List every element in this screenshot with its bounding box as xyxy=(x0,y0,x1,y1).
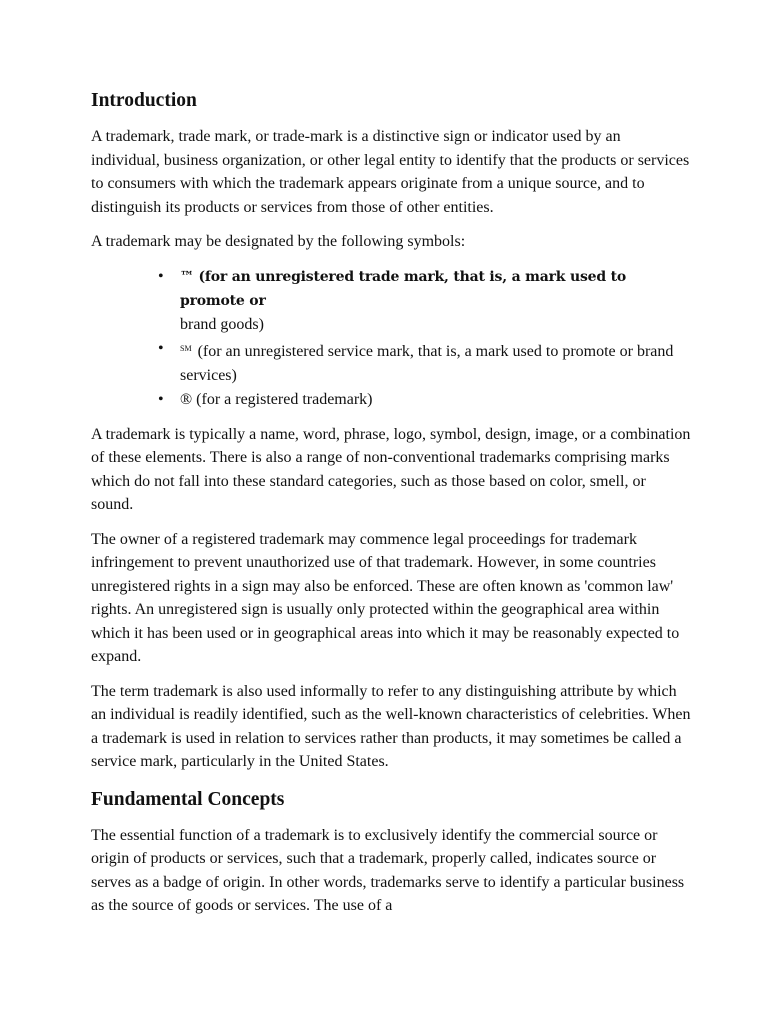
list-item xyxy=(158,388,691,412)
document-page xyxy=(91,86,691,918)
service-mark-symbol: SM xyxy=(180,343,192,353)
intro-paragraph-1: A trademark, trade mark, or trade-mark is a distinctive sign or indicator used by an individual, business organization, or other legal entity to identify that the products or services to consumers with which the trademark appears originate from a unique source, and to distinguish its products or services from those of other entities. xyxy=(91,128,690,216)
trademark-symbol-line-rest: brand goods) xyxy=(180,315,264,333)
intro-paragraph-2: A trademark may be designated by the following symbols: xyxy=(91,233,466,250)
bullet-icon: • xyxy=(158,267,164,285)
fundamental-concepts-heading: Fundamental Concepts xyxy=(91,788,285,810)
intro-paragraph-5: The term trademark is also used informally to refer to any distinguishing attribute by which an individual is readily identified, such as the well-known characteristics of celebrities. When a trademark is used in relation to services rather than products, it may sometimes be called a service mark, particularly in the United States. xyxy=(91,682,691,770)
fundamentals-paragraph-1: The essential function of a trademark is to exclusively identify the commercial source or origin of products or services, such that a trademark, properly called, indicates source or serves as a badge of origin. In other words, trademarks serve to identify a particular business as the source of goods or services. The use of a xyxy=(91,826,685,914)
introduction-heading: Introduction xyxy=(91,90,197,111)
bullet-icon: • xyxy=(158,390,164,408)
intro-paragraph-4: The owner of a registered trademark may commence legal proceedings for trademark infringement to prevent unauthorized use of that trademark. However, in some countries unregistered rights in a sign may also be enforced. These are often known as 'common law' rights. An unregistered sign is usually only protected within the geographical area within which it has been used or in geographical areas into which it may be reasonably expected to expand. xyxy=(91,530,680,665)
service-mark-text: (for an unregistered service mark, that is, a mark used to promote or brand services) xyxy=(180,342,674,384)
list-item xyxy=(158,337,691,388)
list-item xyxy=(158,265,691,337)
trademark-symbols-list xyxy=(91,265,691,412)
bullet-icon: • xyxy=(158,339,164,357)
intro-paragraph-3: A trademark is typically a name, word, phrase, logo, symbol, design, image, or a combination of these elements. There is also a range of non-conventional trademarks comprising marks which do not fall into these standard categories, such as those based on color, smell, or sound. xyxy=(91,425,691,513)
registered-mark-text: ® (for a registered trademark) xyxy=(180,390,373,408)
trademark-symbol-line: ™ (for an unregistered trade mark, that is, a mark used to promote or xyxy=(180,268,626,309)
